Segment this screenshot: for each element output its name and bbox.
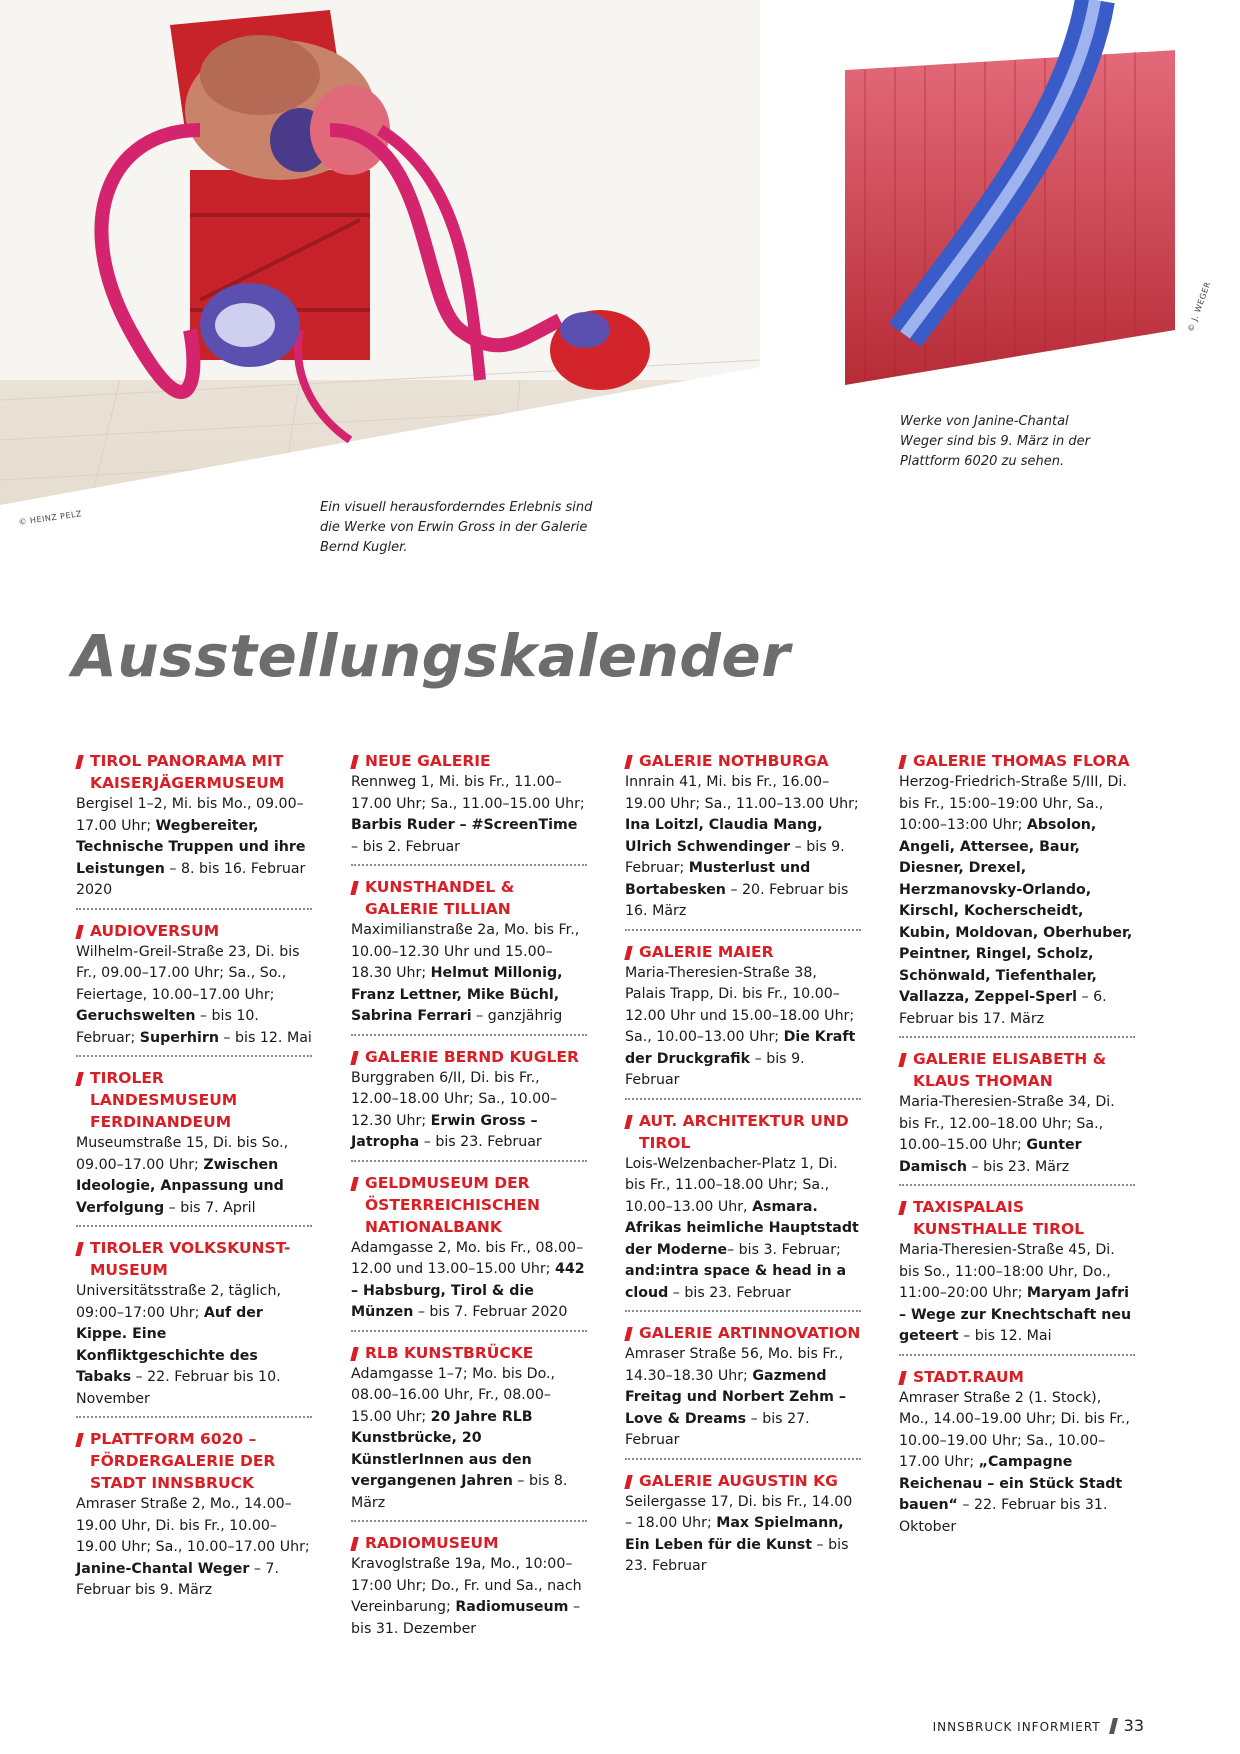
calendar-entry [351,1532,587,1646]
photo-credit-j-weger: © J. WEGER [1186,280,1213,334]
venue-title: KUNSTHANDEL & GALERIE TILLIAN [351,876,587,920]
calendar-entry [899,1196,1135,1356]
venue-title: GALERIE ARTINNOVATION [625,1322,861,1344]
venue-details: Kravoglstraße 19a, Mo., 10:00–17:00 Uhr; Do., Fr. und Sa., nach Vereinbarung; Radiomuseum – bis 31. Dezember [351,1556,582,1637]
venue-title: NEUE GALERIE [351,750,587,772]
venue-title: STADT.RAUM [899,1366,1135,1388]
venue-details: Maria-Theresien-Straße 34, Di. bis Fr., 12.00–18.00 Uhr; Sa., 10.00–15.00 Uhr; Gunter Damisch – bis 23. März [899,1094,1115,1175]
venue-details: Adamgasse 1–7; Mo. bis Do., 08.00–16.00 Uhr, Fr., 08.00–15.00 Uhr; 20 Jahre RLB Kunstbrücke, 20 KünstlerInnen aus den vergangenen Jahren – bis 8. März [351,1365,568,1511]
venue-details: Maximilianstraße 2a, Mo. bis Fr., 10.00–12.30 Uhr und 15.00–18.30 Uhr; Helmut Millonig, Franz Lettner, Mike Büchl, Sabrina Ferrari – ganzjährig [351,922,580,1024]
venue-title: TIROLER LANDESMUSEUM FERDINANDEUM [76,1067,312,1133]
venue-details: Amraser Straße 2, Mo., 14.00–19.00 Uhr, Di. bis Fr., 10.00–19.00 Uhr; Sa., 10.00–17.00 Uhr; Janine-Chantal Weger – 7. Februar bis 9. März [76,1496,310,1598]
venue-title: GALERIE ELISABETH & KLAUS THOMAN [899,1048,1135,1092]
venue-title: TAXISPALAIS KUNSTHALLE TIROL [899,1196,1135,1240]
venue-details: Amraser Straße 2 (1. Stock), Mo., 14.00–19.00 Uhr; Di. bis Fr., 10.00–19.00 Uhr; Sa., 10.00–17.00 Uhr; „Campagne Reichenau – ein Stück Stadt bauen“ – 22. Februar bis 31. Oktober [899,1389,1130,1535]
venue-title: GALERIE THOMAS FLORA [899,750,1135,772]
calendar-entry [351,1342,587,1523]
venue-details: Maria-Theresien-Straße 38, Palais Trapp, Di. bis Fr., 10.00–12.00 Uhr und 15.00–18.00 Uhr; Sa., 10.00–13.00 Uhr; Die Kraft der Druckgrafik – bis 9. Februar [625,964,856,1088]
footer-divider [1109,1718,1118,1734]
calendar-column-2 [351,750,587,1656]
calendar-entry [351,876,587,1036]
caption-janine-chantal-weger: Werke von Janine-Chantal Weger sind bis 9. März in der Plattform 6020 zu sehen. [900,414,1090,469]
venue-title: GALERIE MAIER [625,941,861,963]
calendar-entry [625,941,861,1100]
venue-details: Adamgasse 2, Mo. bis Fr., 08.00–12.00 und 13.00–15.00 Uhr; 442 – Habsburg, Tirol & die Münzen – bis 7. Februar 2020 [351,1239,585,1320]
photo-credit-heinz-pelz: © HEINZ PELZ [18,509,83,527]
page-title: Ausstellungskalender [72,622,791,690]
venue-title: PLATTFORM 6020 – FÖRDERGALERIE DER STADT INNSBRUCK [76,1428,312,1494]
venue-details: Amraser Straße 56, Mo. bis Fr., 14.30–18.30 Uhr; Gazmend Freitag und Norbert Zehm – Love & Dreams – bis 27. Februar [625,1346,846,1448]
photo-erwin-gross [0,0,800,505]
venue-details: Maria-Theresien-Straße 45, Di. bis So., 11:00–18:00 Uhr, Do., 11:00–20:00 Uhr; Maryam Jafri – Wege zur Knechtschaft neu geteert – bis 12. Mai [899,1242,1132,1344]
venue-details: Universitätsstraße 2, täglich, 09:00–17:00 Uhr; Auf der Kippe. Eine Konfliktgeschichte des Tabaks – 22. Februar bis 10. November [76,1283,281,1407]
photo-janine-chantal-weger [845,0,1175,390]
calendar-entry [76,1237,312,1418]
calendar-entry [351,750,587,866]
calendar-entry [351,1046,587,1162]
venue-details: Wilhelm-Greil-Straße 23, Di. bis Fr., 09.00–17.00 Uhr; Sa., So., Feiertage, 10.00–17.00 Uhr; Geruchswelten – bis 10. Februar; Superhirn – bis 12. Mai [76,943,312,1046]
calendar-entry [625,750,861,931]
venue-title: GALERIE BERND KUGLER [351,1046,587,1068]
calendar-entry [625,1110,861,1313]
venue-details: Lois-Welzenbacher-Platz 1, Di. bis Fr., 11.00–18.00 Uhr; Sa., 10.00–13.00 Uhr, Asmara. Afrikas heimliche Hauptstadt der Moderne– bis 3. Februar; and:intra space & head in a cloud – bis 23. Februar [625,1155,859,1301]
calendar-entry [76,920,312,1058]
calendar-column-4 [899,750,1135,1554]
venue-title: TIROL PANORAMA MIT KAISERJÄGERMUSEUM [76,750,312,794]
calendar-entry [76,1428,312,1608]
calendar-entry [899,750,1135,1038]
venue-title: AUDIOVERSUM [76,920,312,942]
venue-title: RLB KUNSTBRÜCKE [351,1342,587,1364]
venue-title: AUT. ARCHITEKTUR UND TIROL [625,1110,861,1154]
venue-details: Rennweg 1, Mi. bis Fr., 11.00–17.00 Uhr; Sa., 11.00–15.00 Uhr; Barbis Ruder – #ScreenTime – bis 2. Februar [351,774,585,855]
page-number: 33 [1123,1716,1144,1735]
calendar-entry [899,1366,1135,1545]
venue-title: GALERIE AUGUSTIN KG [625,1470,861,1492]
venue-details: Seilergasse 17, Di. bis Fr., 14.00 – 18.00 Uhr; Max Spielmann, Ein Leben für die Kunst – bis 23. Februar [625,1493,853,1574]
calendar-entry [76,1067,312,1227]
venue-details: Herzog-Friedrich-Straße 5/III, Di. bis Fr., 15:00–19:00 Uhr, Sa., 10:00–13:00 Uhr; Absolon, Angeli, Attersee, Baur, Diesner, Drexel, Herzmanovsky-Orlando, Kirschl, Kocherscheidt, Kubin, Moldovan, Oberhuber, Peintner, Ringel, Scholz, Schönwald, Tiefenthaler, Vallazza, Zeppel-Sperl – 6. Februar bis 17. März [899,774,1133,1027]
venue-title: TIROLER VOLKSKUNST-MUSEUM [76,1237,312,1281]
venue-details: Bergisel 1–2, Mi. bis Mo., 09.00–17.00 Uhr; Wegbereiter, Technische Truppen und ihre Leistungen – 8. bis 16. Februar 2020 [76,796,306,898]
calendar-entry [625,1322,861,1460]
calendar-entry [351,1172,587,1332]
venue-title: RADIOMUSEUM [351,1532,587,1554]
caption-erwin-gross: Ein visuell herausforderndes Erlebnis sind die Werke von Erwin Gross in der Galerie Bernd Kugler. [320,500,593,555]
publication-name: INNSBRUCK INFORMIERT [932,1720,1101,1734]
venue-details: Innrain 41, Mi. bis Fr., 16.00–19.00 Uhr; Sa., 11.00–13.00 Uhr; Ina Loitzl, Claudia Mang, Ulrich Schwendinger – bis 9. Februar; Musterlust und Bortabesken – 20. Februar bis 16. März [625,774,859,919]
venue-details: Burggraben 6/II, Di. bis Fr., 12.00–18.00 Uhr; Sa., 10.00–12.30 Uhr; Erwin Gross – Jatropha – bis 23. Februar [351,1069,558,1150]
page-footer [933,1716,1144,1735]
venue-details: Museumstraße 15, Di. bis So., 09.00–17.00 Uhr; Zwischen Ideologie, Anpassung und Verfolgung – bis 7. April [76,1135,289,1216]
calendar-entry [625,1470,861,1584]
calendar-entry [76,750,312,910]
calendar-column-1 [76,750,312,1618]
venue-title: GALERIE NOTHBURGA [625,750,861,772]
calendar-entry [899,1048,1135,1186]
calendar-column-3 [625,750,861,1594]
venue-title: GELDMUSEUM DER ÖSTERREICHISCHEN NATIONALBANK [351,1172,587,1238]
